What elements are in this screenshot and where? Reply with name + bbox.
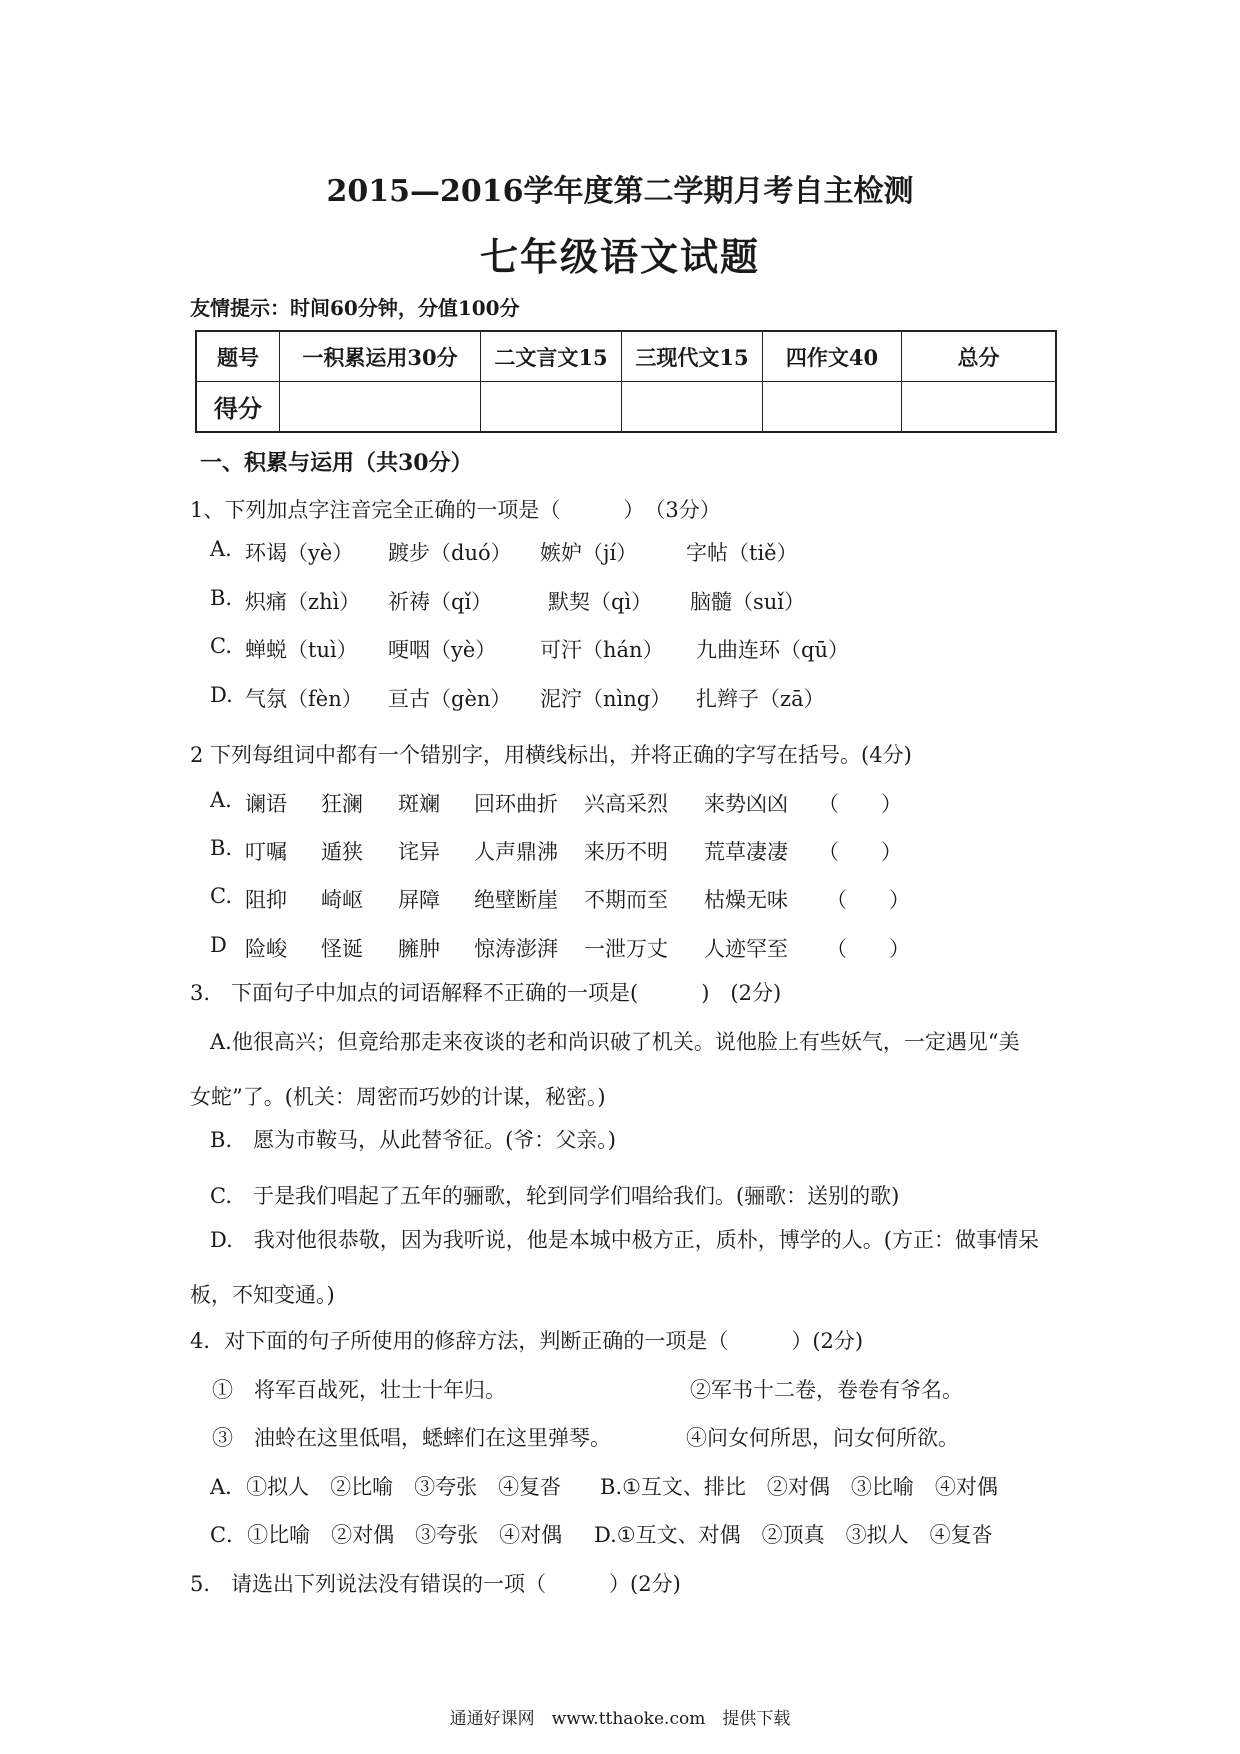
- question-3-option-a: A.他很高兴；但竟给那走来夜谈的老和尚识破了机关。说他脸上有些妖气，一定遇见“美: [210, 1030, 1020, 1054]
- footer-source: 通通好课网 www.tthaoke.com 提供下载: [449, 1709, 791, 1729]
- option-item: 惊涛澎湃: [474, 937, 558, 961]
- time-tip: 友情提示：时间60分钟，分值100分: [190, 296, 520, 320]
- section-heading: 一、积累与运用（共30分）: [200, 450, 473, 476]
- question-3-option-d-cont: 板，不知变通。): [190, 1283, 335, 1307]
- score-cell: [280, 382, 481, 433]
- question-4-option-a: A．①拟人 ②比喻 ③夸张 ④复沓: [210, 1475, 562, 1499]
- option-item: 荒草凄凄: [704, 840, 788, 864]
- option-item: 怪诞: [321, 937, 363, 961]
- option-item: 可汗（hán）: [540, 638, 664, 662]
- option-item: 九曲连环（qū）: [696, 638, 849, 662]
- option-item: 崎岖: [321, 888, 363, 912]
- option-item: 臃肿: [398, 937, 440, 961]
- question-5-stem: 5. 请选出下列说法没有错误的一项（ ）(2分): [190, 1572, 681, 1596]
- option-item: 蝉蜕（tuì）: [245, 638, 358, 662]
- option-item: 嫉妒（jí）: [540, 541, 638, 565]
- option-item: 人声鼎沸: [474, 840, 558, 864]
- option-item: 回环曲折: [474, 792, 558, 816]
- score-header-cell: 三现代文15: [622, 331, 763, 382]
- option-letter: B.: [210, 836, 233, 860]
- option-letter: B.: [210, 586, 233, 610]
- option-item: 斑斓: [398, 792, 440, 816]
- score-cell: [481, 382, 622, 433]
- option-item: 险峻: [245, 937, 287, 961]
- option-item: 阻抑: [245, 888, 287, 912]
- option-item: 人迹罕至: [704, 937, 788, 961]
- score-header-cell: 一积累运用30分: [280, 331, 481, 382]
- option-item: 泥泞（nìng）: [540, 687, 672, 711]
- option-item: 不期而至: [584, 888, 668, 912]
- option-letter: C.: [210, 634, 232, 658]
- option-letter: A.: [210, 537, 232, 561]
- sentence-3: ③ 油蛉在这里低唱，蟋蟀们在这里弹琴。: [212, 1426, 611, 1450]
- option-item: 炽痛（zhì）: [245, 590, 361, 614]
- score-table: [195, 330, 1057, 433]
- option-item: 来历不明: [584, 840, 668, 864]
- option-item: 来势凶凶: [704, 792, 788, 816]
- question-4-option-b: B.①互文、排比 ②对偶 ③比喻 ④对偶: [600, 1475, 998, 1499]
- sentence-2: ②军书十二卷，卷卷有爷名。: [690, 1378, 963, 1402]
- option-letter: D: [210, 933, 227, 957]
- question-1-stem: 1、下列加点字注音完全正确的一项是（ ） （3分）: [190, 498, 721, 522]
- question-2-stem: 2 下列每组词中都有一个错别字，用横线标出，并将正确的字写在括号。(4分): [190, 743, 912, 767]
- option-item: 绝壁断崖: [474, 888, 558, 912]
- option-item: 默契（qì）: [548, 590, 653, 614]
- option-item: 枯燥无味: [704, 888, 788, 912]
- option-item: 兴高采烈: [584, 792, 668, 816]
- answer-bracket: （ ）: [826, 888, 910, 912]
- option-letter: D.: [210, 683, 233, 707]
- exam-title: 2015—2016学年度第二学期月考自主检测: [326, 174, 914, 209]
- option-item: 脑髓（suǐ）: [690, 590, 806, 614]
- answer-bracket: （ ）: [818, 792, 902, 816]
- option-item: 字帖（tiě）: [686, 541, 798, 565]
- question-3-stem: 3. 下面句子中加点的词语解释不正确的一项是( ) (2分): [190, 981, 782, 1005]
- score-cell: [763, 382, 902, 433]
- score-cell: [902, 382, 1057, 433]
- option-item: 环谒（yè）: [245, 541, 354, 565]
- question-4-option-c: C．①比喻 ②对偶 ③夸张 ④对偶: [210, 1523, 563, 1547]
- score-header-cell: 总分: [902, 331, 1057, 382]
- score-table-header-row: [196, 331, 1056, 382]
- option-item: 祈祷（qǐ）: [388, 590, 493, 614]
- sentence-4: ④问女何所思，问女何所欲。: [686, 1426, 959, 1450]
- answer-bracket: （ ）: [818, 840, 902, 864]
- option-item: 遁狭: [321, 840, 363, 864]
- question-4-stem: 4．对下面的句子所使用的修辞方法，判断正确的一项是（ ）(2分): [190, 1329, 864, 1353]
- score-cell: [622, 382, 763, 433]
- option-item: 谰语: [245, 792, 287, 816]
- score-header-cell: 题号: [196, 331, 280, 382]
- question-3-option-c: C. 于是我们唱起了五年的骊歌，轮到同学们唱给我们。(骊歌：送别的歌): [210, 1184, 900, 1208]
- option-item: 诧异: [398, 840, 440, 864]
- score-table-score-row: [196, 382, 1056, 433]
- question-4-option-d: D.①互文、对偶 ②顶真 ③拟人 ④复沓: [594, 1523, 993, 1547]
- option-item: 哽咽（yè）: [388, 638, 497, 662]
- score-header-cell: 二文言文15: [481, 331, 622, 382]
- score-row-label: 得分: [196, 382, 280, 433]
- option-item: 亘古（gèn）: [388, 687, 512, 711]
- option-item: 狂澜: [321, 792, 363, 816]
- option-item: 扎辫子（zā）: [696, 687, 825, 711]
- sentence-1: ① 将军百战死，壮士十年归。: [212, 1378, 506, 1402]
- option-letter: A.: [210, 788, 232, 812]
- option-letter: C.: [210, 884, 232, 908]
- option-item: 一泄万丈: [584, 937, 668, 961]
- option-item: 叮嘱: [245, 840, 287, 864]
- option-item: 踱步（duó）: [388, 541, 512, 565]
- option-item: 屏障: [398, 888, 440, 912]
- answer-bracket: （ ）: [826, 937, 910, 961]
- question-3-option-d: D. 我对他很恭敬，因为我听说，他是本城中极方正，质朴，博学的人。(方正：做事情呆: [210, 1228, 1039, 1252]
- question-3-option-a-cont: 女蛇”了。(机关：周密而巧妙的计谋，秘密。): [190, 1085, 606, 1109]
- question-3-option-b: B. 愿为市鞍马，从此替爷征。(爷：父亲。): [210, 1128, 616, 1152]
- option-item: 气氛（fèn）: [245, 687, 363, 711]
- exam-subtitle: 七年级语文试题: [479, 234, 760, 279]
- score-header-cell: 四作文40: [763, 331, 902, 382]
